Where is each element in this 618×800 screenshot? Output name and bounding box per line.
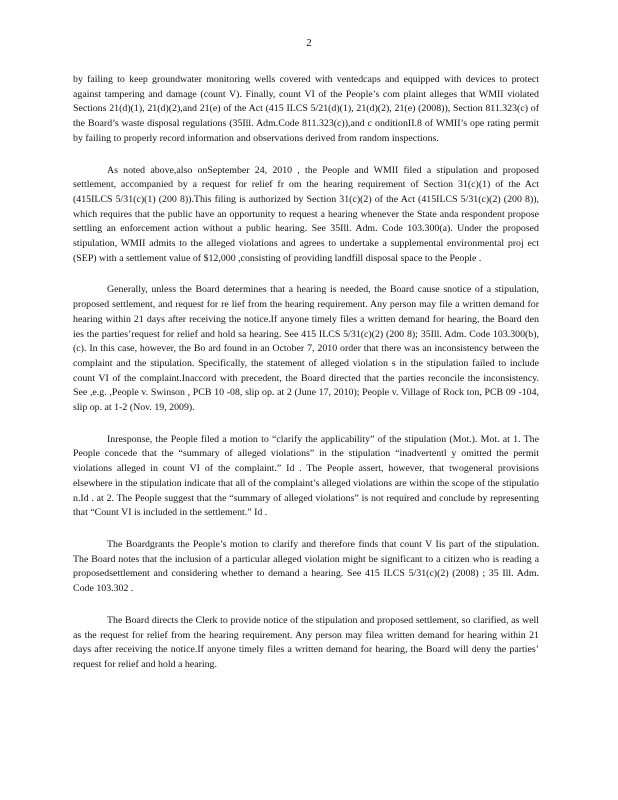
paragraph [73, 73, 539, 147]
paragraph [73, 283, 539, 415]
paragraph-text: Inresponse, the People filed a motion to “clarify the applicability” of the stipulation (Mot.). Mot. at 1. The People concede that the “summary of alleged violations” in the stipulation “inadvertentl y omitted the permit violations alleged in count VI of the complaint.” Id . The People assert, however, that twogeneral provisions elsewhere in the stipulation indicate that all of the complaint’s alleged violations are within the scope of the stipulatio n.Id . at 2. The People suggest that the “summary of alleged violations” is not required and conclude by representing that “Count VI is included in the settlement.” Id . [73, 433, 539, 519]
paragraph-text: The Board directs the Clerk to provide notice of the stipulation and proposed settlement, so clarified, as well as the request for relief from the hearing requirement. Any person may filea written demand for hearing within 21 days after receiving the notice.If anyone timely files a written demand for hearing, the Board will deny the parties’ request for relief and hold a hearing. [73, 614, 539, 670]
paragraph [73, 614, 539, 673]
paragraph-text: Generally, unless the Board determines that a hearing is needed, the Board cause snotice of a stipulation, proposed settlement, and request for re lief from the hearing requirement. Any person may file a written demand for hearing within 21 days after receiving the notice.If anyone timely files a written demand for hearing, the Board den ies the parties’request for relief and hold sa hearing. See 415 ILCS 5/31(c)(2) (200 8); 35Ill. Adm. Code 103.300(b), (c). In this case, however, the Bo ard found in an October 7, 2010 order that there was an inconsistency between the complaint and the stipulation. Specifically, the statement of alleged violation s in the stipulation failed to include count VI of the complaint.Inaccord with precedent, the Board directed that the parties reconcile the inconsistency. See ,e.g. ,People v. Swinson , PCB 10 -08, slip op. at 2 (June 17, 2010); People v. Village of Rock ton, PCB 09 -104, slip op. at 1-2 (Nov. 19, 2009). [73, 284, 539, 414]
paragraph-text: The Boardgrants the People’s motion to clarify and therefore finds that count V Iis part of the stipulation. The Board notes that the inclusion of a particular alleged violation might be significant to a citizen who is reading a proposedsettlement and considering whether to demand a hearing. See 415 ILCS 5/31(c)(2) (2008) ; 35 Ill. Adm. Code 103.302 . [73, 538, 539, 595]
paragraph [73, 164, 539, 267]
page-number: 2 [306, 37, 312, 49]
paragraph-text: As noted above,also onSeptember 24, 2010 , the People and WMII filed a stipulation and proposed settlement, accompanied by a request for relief fr om the hearing requirement of Section 31(c)(1) of the Act (415ILCS 5/31(c)(1) (200 8)).This filing is authorized by Section 31(c)(2) of the Act (415ILCS 5/31(c)(2) (200 8)), which requires that the public have an opportunity to request a hearing whenever the State anda respondent propose settling an enforcement action without a public hearing. See 35Ill. Adm. Code 103.300(a). Under the proposed stipulation, WMII admits to the alleged violations and agrees to undertake a supplemental environmental proj ect (SEP) with a settlement value of $12,000 ,consisting of providing landfill disposal space to the People . [73, 164, 539, 264]
paragraph [73, 538, 539, 597]
document-body [73, 73, 539, 690]
paragraph [73, 433, 539, 521]
paragraph-text: by failing to keep groundwater monitoring wells covered with ventedcaps and equipped with devices to protect against tampering and damage (count V). Finally, count VI of the People’s com plaint alleges that WMII violated Sections 21(d)(1), 21(d)(2),and 21(e) of the Act (415 ILCS 5/21(d)(1), 21(d)(2), 21(e) (2008)), Section 811.323(c) of the Board’s waste disposal regulations (35Ill. Adm.Code 811.323(c)),and c onditionII.8 of WMII’s ope rating permit by failing to properly record information and observations derived from random inspections. [73, 74, 539, 144]
